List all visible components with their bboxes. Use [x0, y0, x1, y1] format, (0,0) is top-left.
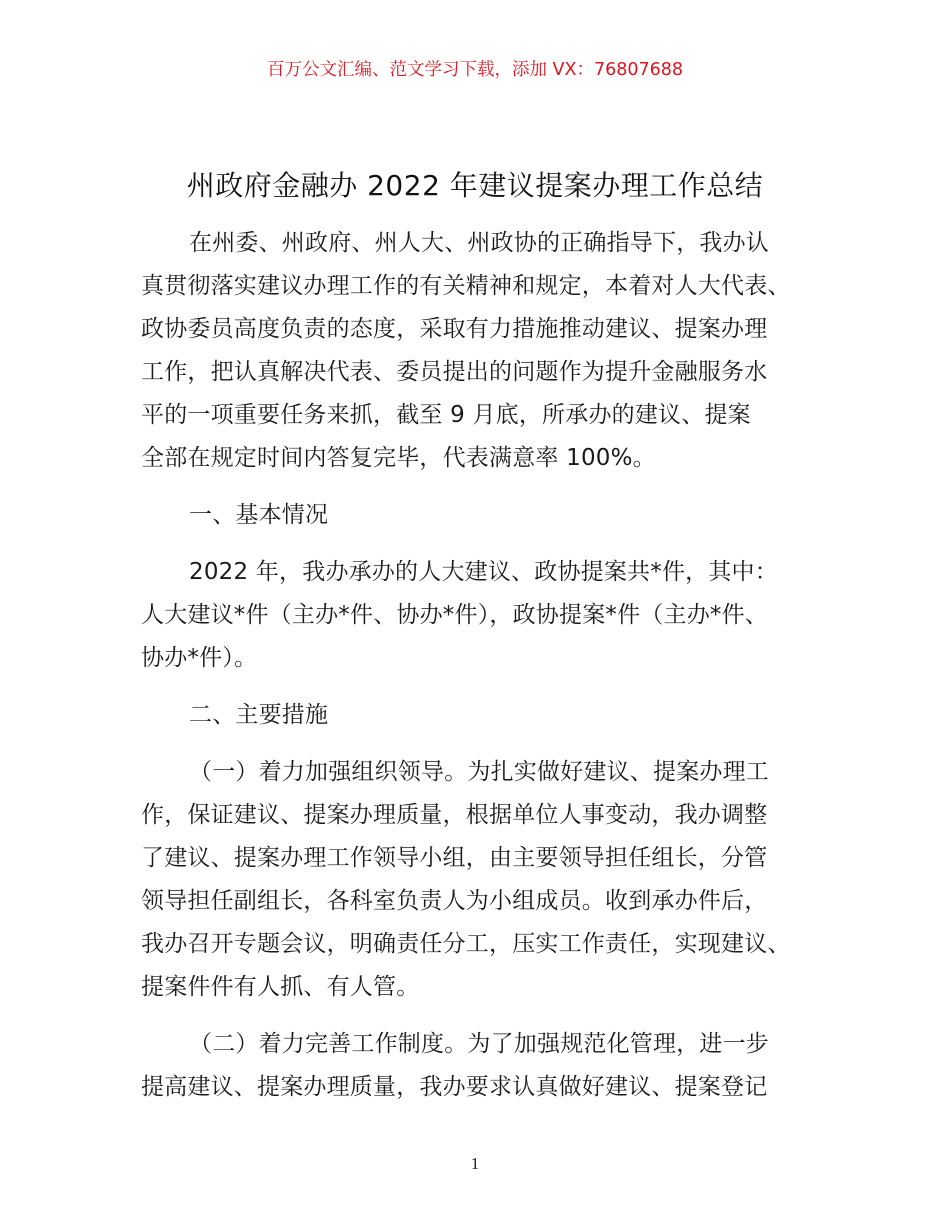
spacer — [141, 737, 831, 751]
text-line: （二）着力完善工作制度。为了加强规范化管理，进一步 — [189, 1031, 769, 1057]
text-line: 在州委、州政府、州人大、州政协的正确指导下，我办认 — [189, 230, 769, 256]
heading-text: 一、基本情况 — [189, 502, 329, 528]
page-number: 1 — [470, 1154, 480, 1173]
text-line: 了建议、提案办理工作领导小组，由主要领导担任组长，分管 — [141, 845, 768, 871]
text-line: 协办*件）。 — [141, 645, 258, 671]
spacer — [141, 537, 831, 551]
text-line: 真贯彻落实建议办理工作的有关精神和规定，本着对人大代表、 — [141, 273, 791, 299]
text-line: 作，保证建议、提案办理质量，根据单位人事变动，我办调整 — [141, 802, 768, 828]
text-line: 提案件件有人抓、有人管。 — [141, 974, 420, 1000]
paragraph-measure-1 — [141, 751, 831, 1009]
paragraph-basic-situation — [141, 551, 831, 680]
text-line: 平的一项重要任务来抓，截至 9 月底，所承办的建议、提案 — [141, 402, 751, 428]
paragraph-intro — [141, 222, 831, 480]
document-body — [141, 222, 831, 1109]
document-title: 州政府金融办 2022 年建议提案办理工作总结 — [186, 169, 764, 202]
paragraph-measure-2 — [141, 1023, 831, 1109]
text-line: 2022 年，我办承办的人大建议、政协提案共*件，其中： — [189, 559, 778, 585]
text-line: 人大建议*件（主办*件、协办*件），政协提案*件（主办*件、 — [141, 602, 768, 628]
text-line: 领导担任副组长，各科室负责人为小组成员。收到承办件后， — [141, 888, 768, 914]
section-heading-basic — [141, 494, 831, 537]
spacer — [141, 1009, 831, 1023]
text-line: 政协委员高度负责的态度，采取有力措施推动建议、提案办理 — [141, 316, 768, 342]
text-line: 提高建议、提案办理质量，我办要求认真做好建议、提案登记 — [141, 1074, 768, 1100]
text-line: 全部在规定时间内答复完毕，代表满意率 100%。 — [141, 445, 656, 471]
header-banner: 百万公文汇编、范文学习下载，添加 VX：76807688 — [266, 60, 684, 80]
section-heading-measures — [141, 694, 831, 737]
text-line: 我办召开专题会议，明确责任分工，压实工作责任，实现建议、 — [141, 931, 791, 957]
spacer — [141, 480, 831, 494]
spacer — [141, 680, 831, 694]
text-line: 工作，把认真解决代表、委员提出的问题作为提升金融服务水 — [141, 359, 768, 385]
text-line: （一）着力加强组织领导。为扎实做好建议、提案办理工 — [189, 759, 769, 785]
heading-text: 二、主要措施 — [189, 702, 329, 728]
